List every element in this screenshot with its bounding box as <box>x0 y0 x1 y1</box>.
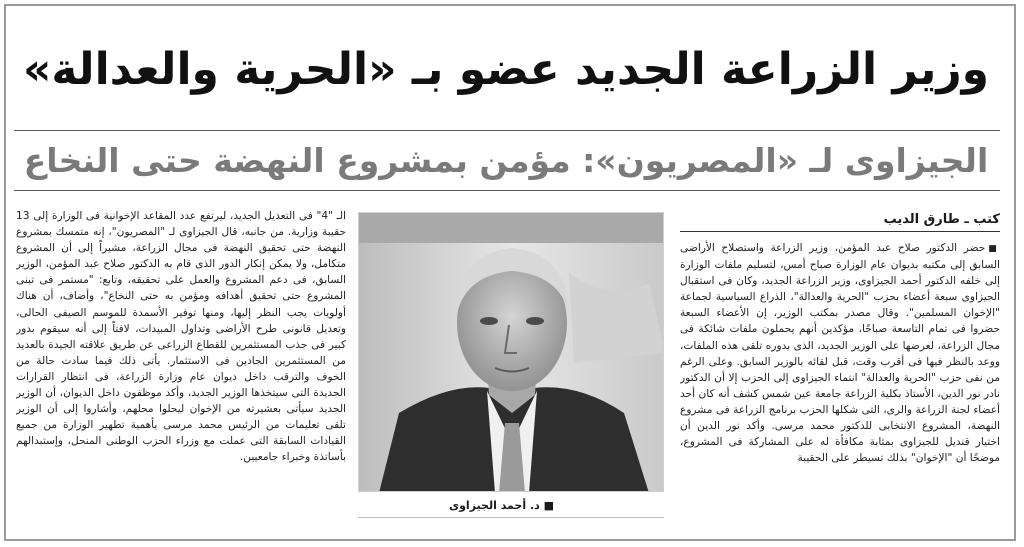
subheadline: الجيزاوى لـ «المصريون»: مؤمن بمشروع النهضة حتى النخاع <box>23 141 989 180</box>
bullet-icon: ■ <box>988 244 1000 254</box>
article-column-left: الـ "4" فى التعديل الجديد، ليرتفع عدد المقاعد الإخوانية فى الوزارة إلى 13 حقيبة وزارية. من جانبه، قال الجيزاوى لـ "المصريون"، إنه متمسك بمشروع النهضة حتى تحقيق النهضة فى مجال الزراعة، مشيراً إلى أن المشروع متكامل، ولا يمكن إنكار الدور الذى قام به الدكتور صلاح عبد المؤمن، الوزير السابق، فى دعم المشروع والعمل على تحقيقه، وتابع: "مستمر فى تبنى المشروع حتى تحقيق أهدافه ومؤمن به حتى النخاع"، وأضاف، أن هناك أولويات يجب النظر إليها، ومنها توفير الأسمدة للموسم الصيفى الحالى، وتعديل قانونى طرح الأراضى وتداول المبيدات، لافتاً إلى أنه سيقوم بدور كبير فى جذب المستثمرين للقطاع الزراعى عن طريق علاقته الجيدة بالعديد من المستثمرين الجادين فى الاستثمار. يأتى ذلك فيما سادت حالة من الخوف والترقب داخل ديوان عام وزارة الزراعة، فى انتظار القرارات الجديدة التى سيتخذها الوزير الجديد، وأكد موظفون داخل الديوان، أن الوزير الجديد سيأتى بعشيرته من الإخوان ليحلوا محلهم، وأشاروا إلى أن الوزير تلقى تعليمات من الرئيس محمد مرسى بأهمية تطهير الوزارة من جميع القيادات السابقة التى عملت مع وزراء الحزب الوطنى المنحل، وإستبدالهم بأساتذة وخبراء جامعيين. <box>16 210 346 464</box>
headline: وزير الزراعة الجديد عضو بـ «الحرية والعدالة» <box>22 44 990 95</box>
portrait-photo <box>358 212 664 492</box>
portrait-illustration <box>359 213 664 492</box>
byline: كتب ـ طارق الديب <box>680 208 1000 232</box>
article-column-right <box>680 240 1000 532</box>
column-right-text: حضر الدكتور صلاح عبد المؤمن، وزير الزراعة واستصلاح الأراضى السابق إلى مكتبه بديوان عام الوزارة صباح أمس، لتسليم ملفات الوزارة إلى خلفه الدكتور أحمد الجيزاوى، وزير الزراعة الجديد، وكان فى استقبال الجيزاوى سبعة أعضاء بحزب "الحرية والعدالة"، الذراع السياسية لجماعة "الإخوان المسلمين". وقال مصدر بمكتب الوزير، إن الأعضاء السبعة حضروا فى تمام التاسعة صباحًا، مؤكدين أنهم يحملون ملفات شائكة فى مجال الزراعة، لعرضها على الوزير الجديد، الذى بدوره تلقى هذه الملفات، ووعد بالنظر فيها فى أقرب وقت، قبل لقائه بالوزير السابق. وعلى الرغم من نفى حزب "الحرية والعدالة" انتماء الجيزاوى إلى الحزب إلا أن الدكتور نادر نور الدين، الأستاذ بكلية الزراعة جامعة عين شمس كشف أنه كان أحد أعضاء لجنة الزراعة والرى، التى شكلها الحزب برنامج الزراعة فى مشروع النهضة، المشروع الانتخابى للدكتور محمد مرسى. وأكد نور الدين أن اختيار قنديل للجيزاوى بمثابة مكافأة له على المشاركة فى المشروع، موضحًا أن "الإخوان" بذلك تسيطر على الحقيبة <box>680 242 1000 465</box>
divider-bottom <box>14 190 1000 191</box>
photo-caption: ■ د. أحمد الجيزاوى <box>358 494 664 518</box>
divider-top <box>14 130 1000 131</box>
